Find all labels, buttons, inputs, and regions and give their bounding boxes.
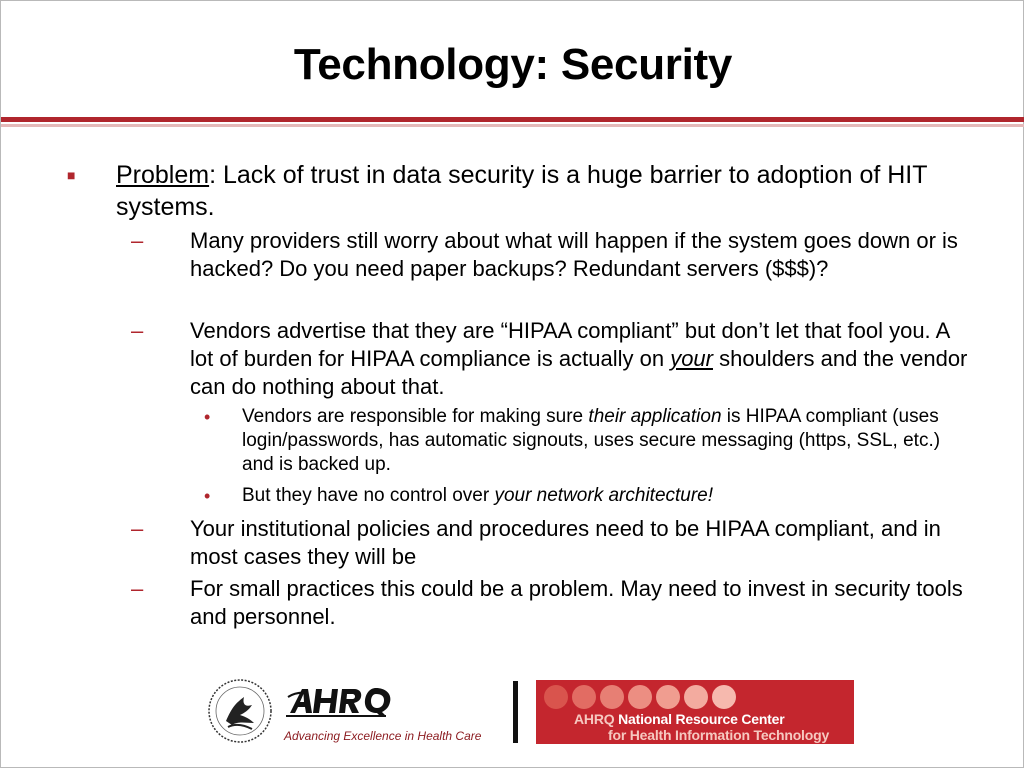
- vendors-text-b: shoulders and the vendor can do nothing about that.: [190, 346, 968, 399]
- point1-text-b: is HIPAA compliant (uses login/passwords, has automatic signouts, uses secure messaging (https, SSL, etc.) and is backed up.: [242, 406, 941, 475]
- point2-emph: your network architecture!: [494, 485, 714, 506]
- sub-bullet-policies: Your institutional policies and procedures need to be HIPAA compliant, and in most cases they will be: [190, 516, 941, 569]
- nrc-dot-icon: [628, 685, 652, 709]
- nrc-dot-icon: [656, 685, 680, 709]
- point1-text-a: Vendors are responsible for making sure: [242, 406, 589, 427]
- nrc-dot-icon: [544, 685, 568, 709]
- nrc-subtitle: for Health Information Technology: [608, 727, 830, 743]
- title-rule-dark: [1, 117, 1024, 122]
- point2-text-a: But they have no control over: [242, 485, 495, 506]
- dash-bullet: –: [131, 318, 144, 343]
- dash-bullet: –: [131, 516, 144, 541]
- nrc-dot-icon: [600, 685, 624, 709]
- vendors-text-a: Vendors advertise that they are “HIPAA compliant” but don’t let that fool you. A lot of burden for HIPAA compliance is actually on: [190, 318, 950, 371]
- sub-bullet-small-practices: For small practices this could be a problem. May need to invest in security tools and personnel.: [190, 576, 963, 629]
- nrc-dot-icon: [684, 685, 708, 709]
- point1-emph: their application: [588, 406, 722, 427]
- nrc-banner: [536, 680, 854, 744]
- title-rule-light: [1, 124, 1024, 127]
- square-bullet-icon: ■: [67, 167, 76, 183]
- point-network-architecture: [242, 484, 962, 508]
- logo-divider: [513, 681, 518, 743]
- slide-title: Technology: Security: [293, 40, 733, 89]
- problem-text: : Lack of trust in data security is a huge barrier to adoption of HIT systems.: [116, 161, 928, 221]
- dot-bullet: •: [204, 407, 211, 427]
- point-vendor-responsibility: [242, 405, 962, 477]
- nrc-dot-icon: [572, 685, 596, 709]
- ahrq-tagline: Advancing Excellence in Health Care: [284, 729, 482, 743]
- dash-bullet: –: [131, 228, 144, 253]
- nrc-dot-icon: [712, 685, 736, 709]
- vendors-emph: your: [670, 346, 713, 371]
- hhs-eagle-seal-icon: [206, 677, 274, 745]
- nrc-prefix: AHRQ: [574, 711, 615, 727]
- problem-label: Problem: [116, 161, 210, 189]
- nrc-dots-decoration: [544, 685, 740, 714]
- dash-bullet: –: [131, 576, 144, 601]
- nrc-line1: National Resource Center: [618, 711, 785, 727]
- nrc-title: [574, 711, 784, 727]
- sub-bullet-providers: Many providers still worry about what will happen if the system goes down or is hacked? Do you need paper backups? Redundant servers ($$$)?: [190, 228, 958, 281]
- bullet-problem: [116, 159, 966, 223]
- dot-bullet: •: [204, 486, 211, 506]
- footer-logos: [206, 677, 866, 757]
- ahrq-logo-icon: [286, 683, 396, 719]
- sub-bullet-vendors: [190, 317, 970, 401]
